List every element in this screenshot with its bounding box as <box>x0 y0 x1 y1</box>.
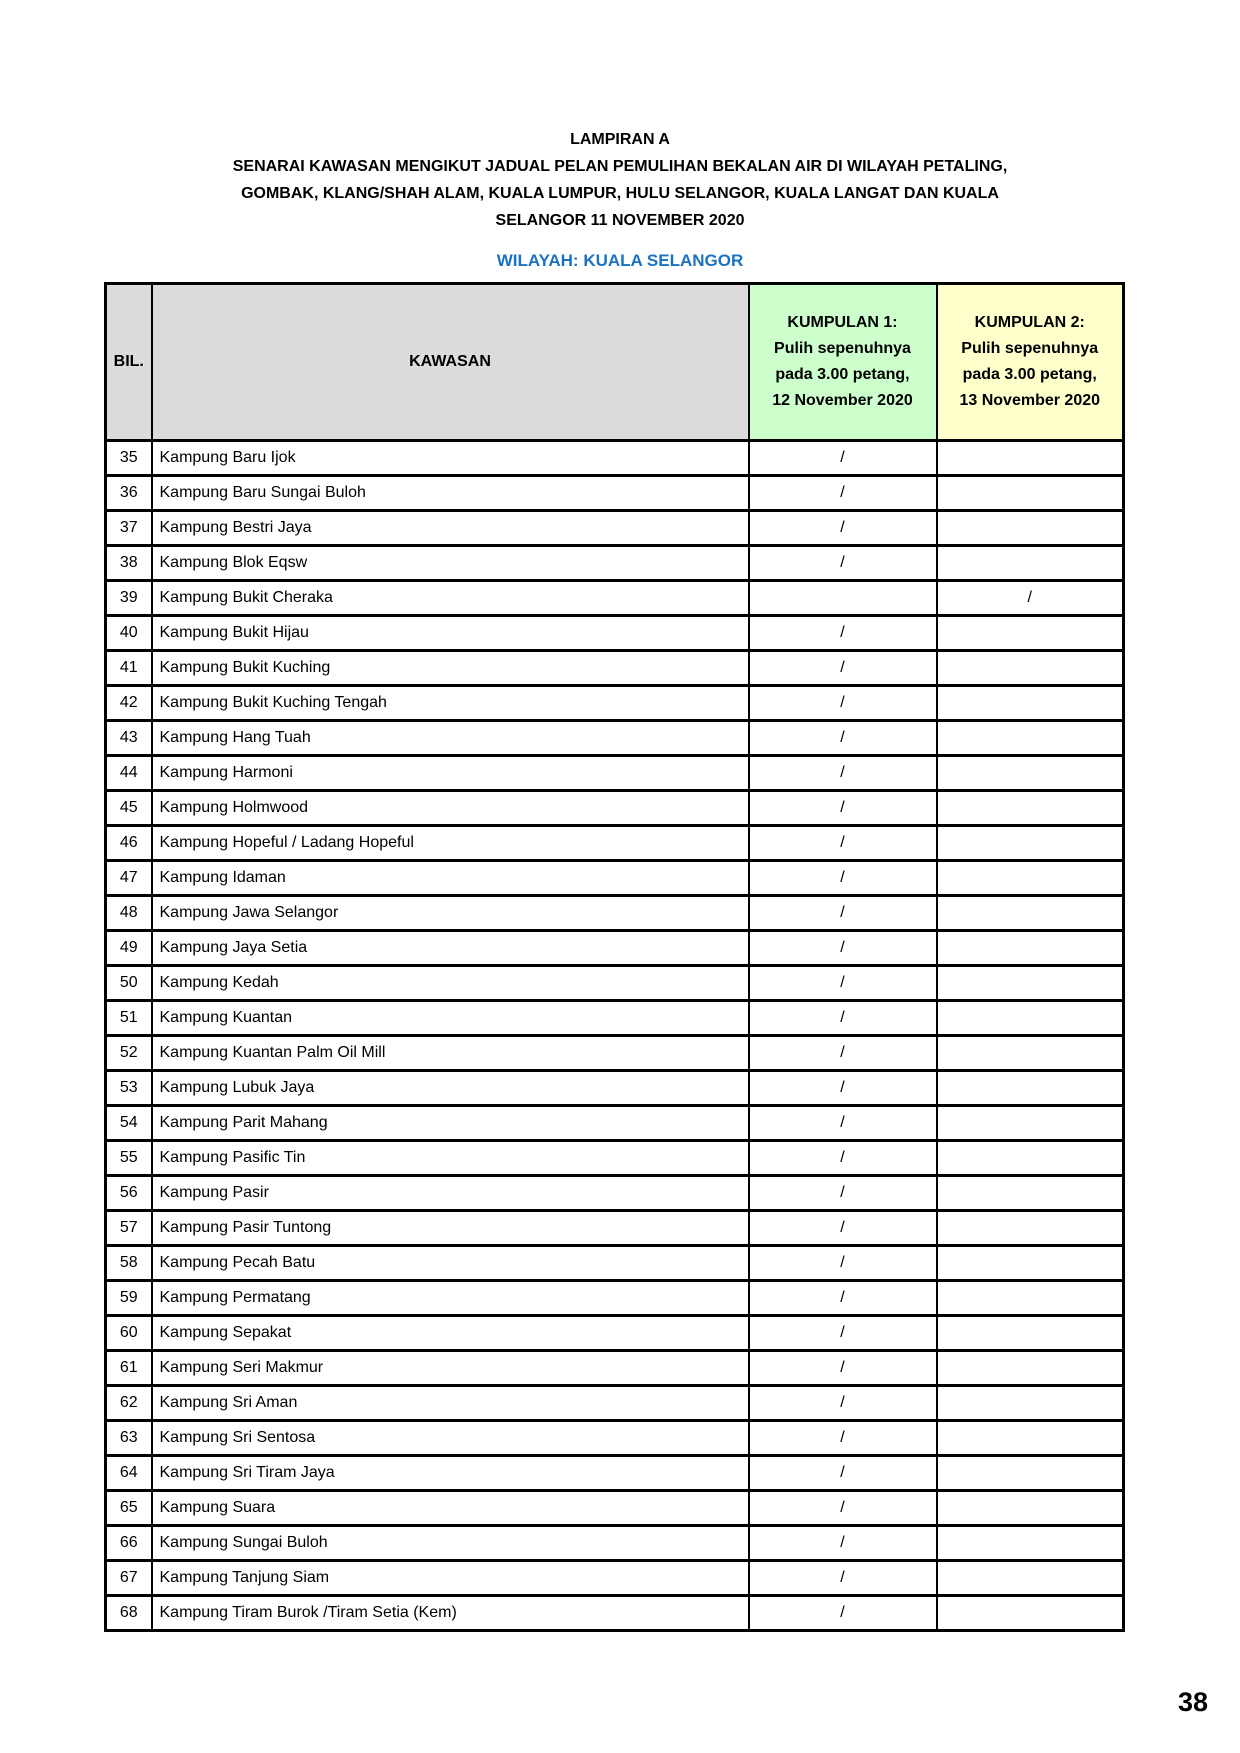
table-row <box>106 721 1124 756</box>
kawasan-cell: Kampung Suara <box>152 1491 749 1526</box>
kumpulan1-cell: / <box>749 1526 937 1561</box>
kumpulan1-cell: / <box>749 1001 937 1036</box>
kumpulan2-cell <box>937 511 1124 546</box>
bil-cell: 58 <box>106 1246 152 1281</box>
kumpulan2-cell <box>937 1456 1124 1491</box>
kumpulan2-cell <box>937 1036 1124 1071</box>
kumpulan2-cell <box>937 721 1124 756</box>
kumpulan2-cell <box>937 1141 1124 1176</box>
kumpulan1-cell: / <box>749 1246 937 1281</box>
region-heading: WILAYAH: KUALA SELANGOR <box>496 251 744 270</box>
kawasan-cell: Kampung Seri Makmur <box>152 1351 749 1386</box>
kumpulan1-cell: / <box>749 1281 937 1316</box>
kumpulan1-cell: / <box>749 1561 937 1596</box>
bil-cell: 59 <box>106 1281 152 1316</box>
table-row <box>106 1491 1124 1526</box>
appendix-title: LAMPIRAN A <box>570 131 670 148</box>
kumpulan1-header-line-1: KUMPULAN 1: <box>787 314 898 331</box>
water-recovery-schedule-table <box>104 282 1125 1632</box>
kawasan-cell: Kampung Sri Tiram Jaya <box>152 1456 749 1491</box>
kumpulan1-cell: / <box>749 1036 937 1071</box>
column-header-kumpulan2 <box>937 284 1124 441</box>
kawasan-cell: Kampung Idaman <box>152 861 749 896</box>
bil-cell: 60 <box>106 1316 152 1351</box>
kumpulan1-cell: / <box>749 721 937 756</box>
bil-cell: 55 <box>106 1141 152 1176</box>
table-row <box>106 756 1124 791</box>
kawasan-cell: Kampung Pasir Tuntong <box>152 1211 749 1246</box>
kawasan-cell: Kampung Jaya Setia <box>152 931 749 966</box>
bil-cell: 43 <box>106 721 152 756</box>
table-row <box>106 1561 1124 1596</box>
table-row <box>106 616 1124 651</box>
kumpulan2-cell <box>937 791 1124 826</box>
kumpulan1-cell: / <box>749 1211 937 1246</box>
kumpulan1-cell: / <box>749 441 937 476</box>
table-row <box>106 1246 1124 1281</box>
kumpulan1-cell: / <box>749 896 937 931</box>
table-row <box>106 1386 1124 1421</box>
column-header-kumpulan1 <box>749 284 937 441</box>
bil-cell: 48 <box>106 896 152 931</box>
bil-cell: 50 <box>106 966 152 1001</box>
kawasan-cell: Kampung Hopeful / Ladang Hopeful <box>152 826 749 861</box>
bil-cell: 44 <box>106 756 152 791</box>
kumpulan2-cell <box>937 931 1124 966</box>
bil-cell: 38 <box>106 546 152 581</box>
table-row <box>106 511 1124 546</box>
kawasan-cell: Kampung Bukit Kuching Tengah <box>152 686 749 721</box>
table-row <box>106 686 1124 721</box>
kumpulan2-cell <box>937 686 1124 721</box>
kawasan-cell: Kampung Kedah <box>152 966 749 1001</box>
kawasan-cell: Kampung Bukit Hijau <box>152 616 749 651</box>
kumpulan1-cell: / <box>749 1176 937 1211</box>
kumpulan1-cell: / <box>749 826 937 861</box>
kumpulan2-cell <box>937 1281 1124 1316</box>
kawasan-cell: Kampung Kuantan Palm Oil Mill <box>152 1036 749 1071</box>
kumpulan2-cell <box>937 896 1124 931</box>
bil-cell: 56 <box>106 1176 152 1211</box>
kumpulan1-header-line-4: 12 November 2020 <box>772 392 913 409</box>
kumpulan2-cell <box>937 1316 1124 1351</box>
bil-cell: 65 <box>106 1491 152 1526</box>
column-header-kawasan: KAWASAN <box>152 284 749 441</box>
kumpulan2-cell <box>937 476 1124 511</box>
document-header <box>0 0 1240 234</box>
kawasan-cell: Kampung Pasific Tin <box>152 1141 749 1176</box>
kawasan-cell: Kampung Pasir <box>152 1176 749 1211</box>
table-row <box>106 1211 1124 1246</box>
kumpulan1-cell: / <box>749 756 937 791</box>
document-subtitle-line-1: SENARAI KAWASAN MENGIKUT JADUAL PELAN PEMULIHAN BEKALAN AIR DI WILAYAH PETALING, <box>232 158 1008 175</box>
kawasan-cell: Kampung Hang Tuah <box>152 721 749 756</box>
bil-cell: 51 <box>106 1001 152 1036</box>
bil-cell: 39 <box>106 581 152 616</box>
kumpulan1-cell: / <box>749 966 937 1001</box>
bil-cell: 53 <box>106 1071 152 1106</box>
kumpulan1-cell: / <box>749 1386 937 1421</box>
kumpulan1-header-line-2: Pulih sepenuhnya <box>774 340 911 357</box>
bil-cell: 54 <box>106 1106 152 1141</box>
kumpulan2-cell <box>937 1351 1124 1386</box>
kawasan-cell: Kampung Baru Ijok <box>152 441 749 476</box>
kumpulan2-cell <box>937 1001 1124 1036</box>
kumpulan2-cell <box>937 756 1124 791</box>
bil-cell: 66 <box>106 1526 152 1561</box>
table-body <box>106 441 1124 1631</box>
kumpulan2-cell <box>937 1561 1124 1596</box>
bil-cell: 64 <box>106 1456 152 1491</box>
table-row <box>106 476 1124 511</box>
kumpulan2-cell <box>937 1211 1124 1246</box>
kumpulan2-cell <box>937 1421 1124 1456</box>
kumpulan1-cell: / <box>749 1456 937 1491</box>
kumpulan1-cell: / <box>749 546 937 581</box>
page-number: 38 <box>1177 1687 1208 1717</box>
kawasan-cell: Kampung Sungai Buloh <box>152 1526 749 1561</box>
kumpulan1-cell: / <box>749 1491 937 1526</box>
kumpulan2-cell <box>937 1491 1124 1526</box>
kumpulan1-cell <box>749 581 937 616</box>
kumpulan2-cell <box>937 1526 1124 1561</box>
bil-cell: 47 <box>106 861 152 896</box>
kumpulan1-cell: / <box>749 616 937 651</box>
kumpulan2-cell <box>937 1106 1124 1141</box>
table-row <box>106 931 1124 966</box>
kumpulan2-cell <box>937 966 1124 1001</box>
table-row <box>106 966 1124 1001</box>
kawasan-cell: Kampung Bukit Kuching <box>152 651 749 686</box>
bil-cell: 61 <box>106 1351 152 1386</box>
kumpulan1-cell: / <box>749 791 937 826</box>
kawasan-cell: Kampung Harmoni <box>152 756 749 791</box>
kawasan-cell: Kampung Permatang <box>152 1281 749 1316</box>
kawasan-cell: Kampung Sri Sentosa <box>152 1421 749 1456</box>
kumpulan2-cell <box>937 1176 1124 1211</box>
kumpulan1-cell: / <box>749 1106 937 1141</box>
kumpulan2-header-line-4: 13 November 2020 <box>959 392 1101 409</box>
table-row <box>106 1421 1124 1456</box>
kumpulan1-cell: / <box>749 931 937 966</box>
kumpulan2-header-line-2: Pulih sepenuhnya <box>961 340 1099 357</box>
table-row <box>106 441 1124 476</box>
column-header-bil: BIL. <box>106 284 152 441</box>
bil-cell: 49 <box>106 931 152 966</box>
kumpulan1-cell: / <box>749 1141 937 1176</box>
bil-cell: 63 <box>106 1421 152 1456</box>
kumpulan2-header-line-3: pada 3.00 petang, <box>962 366 1097 383</box>
bil-cell: 52 <box>106 1036 152 1071</box>
table-row <box>106 1526 1124 1561</box>
kumpulan1-cell: / <box>749 1071 937 1106</box>
bil-cell: 57 <box>106 1211 152 1246</box>
bil-cell: 35 <box>106 441 152 476</box>
bil-cell: 62 <box>106 1386 152 1421</box>
kawasan-cell: Kampung Kuantan <box>152 1001 749 1036</box>
kawasan-cell: Kampung Parit Mahang <box>152 1106 749 1141</box>
kumpulan2-cell <box>937 616 1124 651</box>
bil-cell: 41 <box>106 651 152 686</box>
document-subtitle-line-2: GOMBAK, KLANG/SHAH ALAM, KUALA LUMPUR, HULU SELANGOR, KUALA LANGAT DAN KUALA <box>241 185 999 202</box>
bil-cell: 36 <box>106 476 152 511</box>
bil-cell: 40 <box>106 616 152 651</box>
document-subtitle-line-3: SELANGOR 11 NOVEMBER 2020 <box>495 212 745 229</box>
kawasan-cell: Kampung Jawa Selangor <box>152 896 749 931</box>
table-row <box>106 1281 1124 1316</box>
kumpulan1-cell: / <box>749 651 937 686</box>
kawasan-cell: Kampung Pecah Batu <box>152 1246 749 1281</box>
kumpulan2-cell <box>937 1386 1124 1421</box>
table-row <box>106 581 1124 616</box>
kumpulan1-cell: / <box>749 1351 937 1386</box>
kumpulan2-cell <box>937 651 1124 686</box>
table-row <box>106 896 1124 931</box>
table-row <box>106 1316 1124 1351</box>
table-row <box>106 1071 1124 1106</box>
kumpulan2-header-line-1: KUMPULAN 2: <box>974 314 1085 331</box>
table-row <box>106 1596 1124 1631</box>
bil-cell: 67 <box>106 1561 152 1596</box>
kumpulan1-cell: / <box>749 861 937 896</box>
bil-cell: 42 <box>106 686 152 721</box>
kumpulan2-cell <box>937 441 1124 476</box>
bil-cell: 46 <box>106 826 152 861</box>
kumpulan2-cell <box>937 1246 1124 1281</box>
kumpulan2-cell <box>937 1596 1124 1631</box>
bil-cell: 45 <box>106 791 152 826</box>
kawasan-cell: Kampung Bestri Jaya <box>152 511 749 546</box>
kawasan-cell: Kampung Holmwood <box>152 791 749 826</box>
kawasan-cell: Kampung Sri Aman <box>152 1386 749 1421</box>
kawasan-cell: Kampung Tiram Burok /Tiram Setia (Kem) <box>152 1596 749 1631</box>
table-row <box>106 1176 1124 1211</box>
table-row <box>106 1351 1124 1386</box>
bil-cell: 68 <box>106 1596 152 1631</box>
table-row <box>106 1001 1124 1036</box>
table-row <box>106 791 1124 826</box>
table-row <box>106 861 1124 896</box>
table-row <box>106 651 1124 686</box>
kumpulan2-cell <box>937 826 1124 861</box>
table-row <box>106 1141 1124 1176</box>
kawasan-cell: Kampung Blok Eqsw <box>152 546 749 581</box>
kumpulan1-cell: / <box>749 511 937 546</box>
kumpulan2-cell <box>937 546 1124 581</box>
kumpulan1-cell: / <box>749 686 937 721</box>
table-row <box>106 826 1124 861</box>
table-header-row <box>106 284 1124 441</box>
kumpulan2-cell: / <box>937 581 1124 616</box>
kawasan-cell: Kampung Sepakat <box>152 1316 749 1351</box>
kawasan-cell: Kampung Tanjung Siam <box>152 1561 749 1596</box>
kumpulan1-cell: / <box>749 1421 937 1456</box>
table-row <box>106 1036 1124 1071</box>
kumpulan2-cell <box>937 861 1124 896</box>
kumpulan1-header-line-3: pada 3.00 petang, <box>775 366 910 383</box>
table-row <box>106 546 1124 581</box>
table-row <box>106 1106 1124 1141</box>
kumpulan1-cell: / <box>749 1316 937 1351</box>
kumpulan1-cell: / <box>749 476 937 511</box>
kawasan-cell: Kampung Baru Sungai Buloh <box>152 476 749 511</box>
kumpulan2-cell <box>937 1071 1124 1106</box>
kawasan-cell: Kampung Bukit Cheraka <box>152 581 749 616</box>
table-row <box>106 1456 1124 1491</box>
kawasan-cell: Kampung Lubuk Jaya <box>152 1071 749 1106</box>
kumpulan1-cell: / <box>749 1596 937 1631</box>
bil-cell: 37 <box>106 511 152 546</box>
